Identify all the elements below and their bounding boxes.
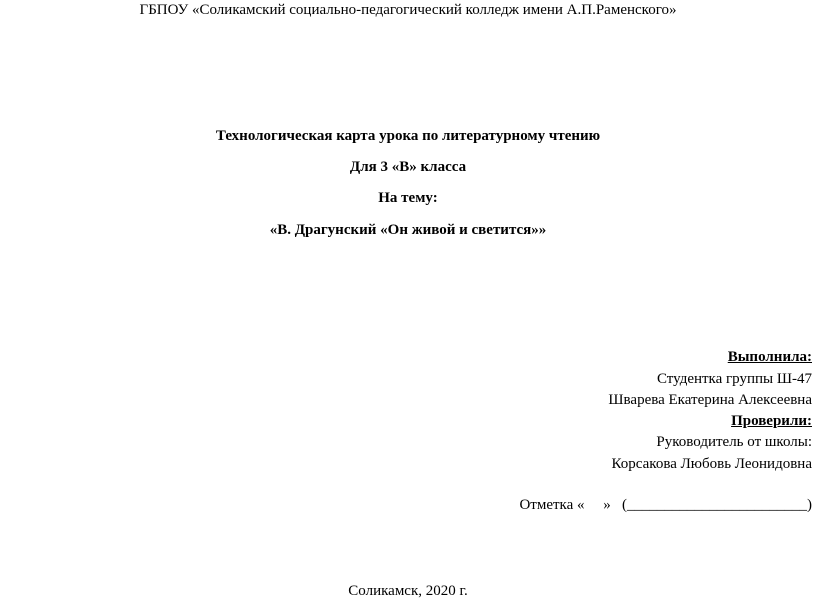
- completed-label: Выполнила:: [727, 349, 812, 365]
- checked-label: Проверили:: [731, 413, 812, 429]
- supervisor-name: Корсакова Любовь Леонидовна: [611, 456, 812, 472]
- title-line-3: На тему:: [378, 190, 438, 206]
- grade-line: Отметка « » (________________________): [519, 497, 812, 513]
- student-name: Шварева Екатерина Алексеевна: [608, 392, 812, 408]
- title-line-2: Для 3 «В» класса: [349, 159, 467, 175]
- title-line-4: «В. Драгунский «Он живой и светится»»: [269, 222, 547, 238]
- student-group: Студентка группы Ш-47: [656, 371, 812, 387]
- supervisor-role: Руководитель от школы:: [656, 434, 812, 450]
- title-line-1: Технологическая карта урока по литературному чтению: [215, 128, 601, 144]
- institution-header: ГБПОУ «Соликамский социально-педагогический колледж имени А.П.Раменского»: [139, 2, 677, 18]
- city-year: Соликамск, 2020 г.: [348, 583, 468, 599]
